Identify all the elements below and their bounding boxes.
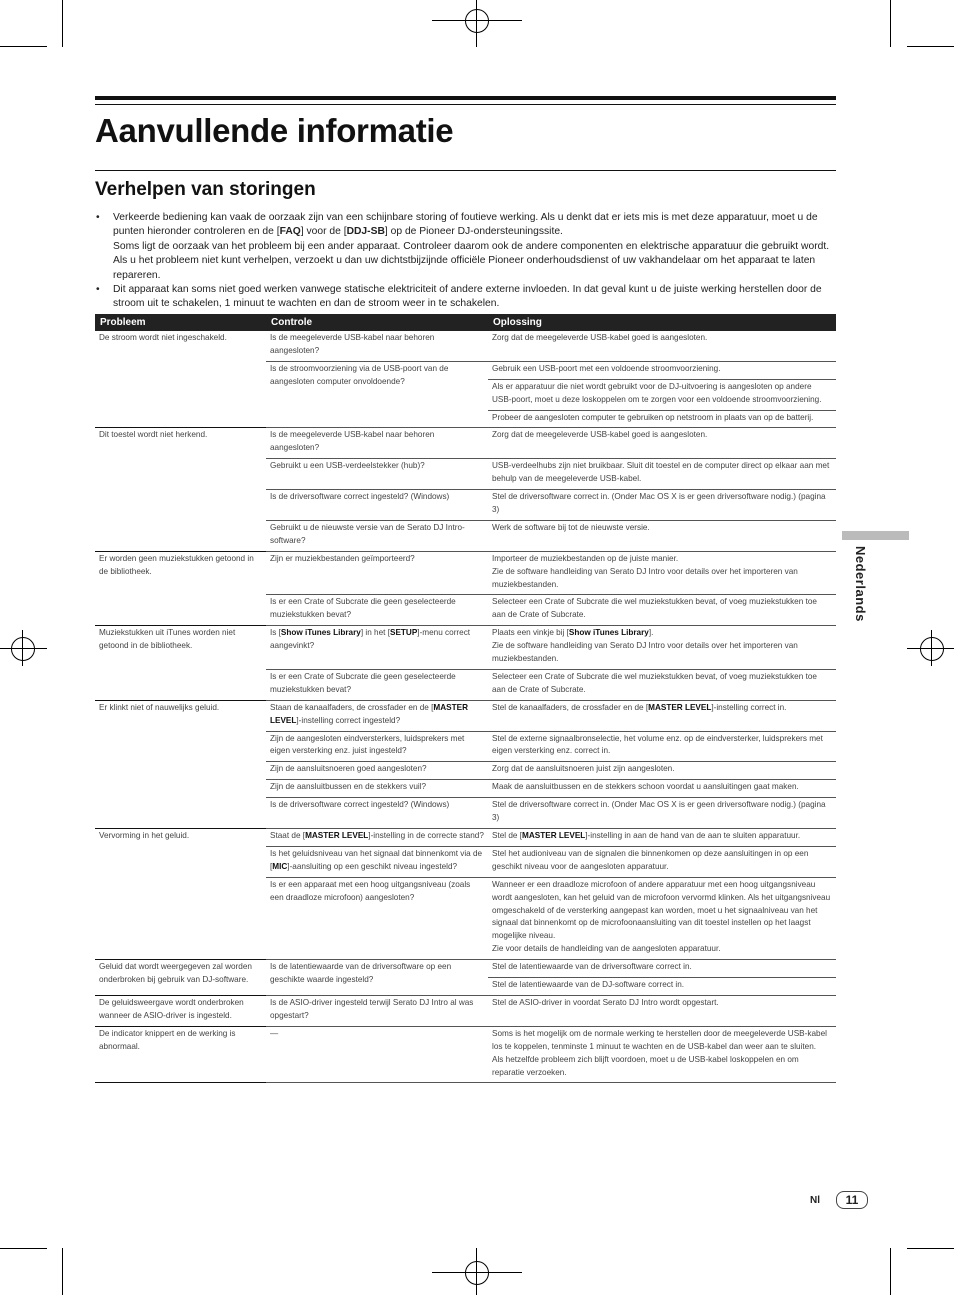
check-cell: Is [Show iTunes Library] in het [SETUP]-menu correct aangevinkt? <box>266 626 488 670</box>
header-rule <box>95 96 836 100</box>
solution-cell: Werk de software bij tot de nieuwste versie. <box>488 520 836 551</box>
crop-mark <box>0 1248 47 1249</box>
title-underline <box>95 170 836 171</box>
check-cell: Is er een apparaat met een hoog uitgangsniveau (zoals een draadloze microfoon) aangesloten? <box>266 877 488 959</box>
footer-language-code: Nl <box>810 1195 820 1206</box>
solution-cell: Stel de latentiewaarde van de DJ-software correct in. <box>488 978 836 996</box>
registration-mark <box>465 9 489 33</box>
check-cell: — <box>266 1026 488 1083</box>
registration-mark <box>11 637 35 661</box>
intro-paragraph: Soms ligt de oorzaak van het probleem bij een ander apparaat. Controleer daarom ook de andere componenten en elektrische apparatuur die gebruikt wordt. Als u het probleem niet kunt verhelpen, verzoekt u dan uw dichtstbijzijnde officiële Pioneer onderhoudsdienst of uw vakhandelaar om het apparaat te laten repareren. <box>113 240 830 281</box>
check-cell: Is de ASIO-driver ingesteld terwijl Serato DJ Intro al was opgestart? <box>266 995 488 1026</box>
intro-paragraph: • Dit apparaat kan soms niet goed werken vanwege statische elektriciteit of andere externe invloeden. In dat geval kunt u de juiste werking herstellen door de stroom uit te schakelen, 1 minuut te wachten en dan de stroom weer in te schakelen. <box>113 284 822 310</box>
solution-cell: Zorg dat de meegeleverde USB-kabel goed is aangesloten. <box>488 428 836 459</box>
problem-cell: De geluidsweergave wordt onderbroken wanneer de ASIO-driver is ingesteld. <box>95 995 266 1026</box>
table-row <box>95 700 836 731</box>
table-row <box>95 829 836 847</box>
solution-cell: Zorg dat de meegeleverde USB-kabel goed is aangesloten. <box>488 331 836 361</box>
check-cell: Gebruikt u de nieuwste versie van de Serato DJ Intro-software? <box>266 520 488 551</box>
solution-cell: Stel het audioniveau van de signalen die binnenkomen op deze aansluitingen in op een geschikt niveau voor de aangesloten apparatuur. <box>488 846 836 877</box>
solution-cell: Stel de externe signaalbronselectie, het volume enz. op de eindversterker, luidsprekers met eigen versterking enz. correct in. <box>488 731 836 762</box>
solution-cell: Soms is het mogelijk om de normale werking te herstellen door de meegeleverde USB-kabel los te koppelen, tenminste 1 minuut te wachten en de USB-kabel dan weer aan te sluiten. Als hetzelfde probleem zich blijft voordoen, moet u de USB-kabel loskoppelen en om reparatie verzoeken. <box>488 1026 836 1083</box>
solution-cell: Plaats een vinkje bij [Show iTunes Library]. Zie de software handleiding van Serato DJ Intro voor details over het importeren van muziekbestanden. <box>488 626 836 670</box>
solution-cell: Stel de driversoftware correct in. (Onder Mac OS X is er geen driversoftware nodig.) (pagina 3) <box>488 798 836 829</box>
column-header-problem: Probleem <box>95 314 266 331</box>
solution-cell: Maak de aansluitbussen en de stekkers schoon voordat u aansluitingen gaat maken. <box>488 780 836 798</box>
check-cell: Is er een Crate of Subcrate die geen geselecteerde muziekstukken bevat? <box>266 669 488 700</box>
check-cell: Is er een Crate of Subcrate die geen geselecteerde muziekstukken bevat? <box>266 595 488 626</box>
check-cell: Staat de [MASTER LEVEL]-instelling in de correcte stand? <box>266 829 488 847</box>
problem-cell: Er klinkt niet of nauwelijks geluid. <box>95 700 266 828</box>
check-cell: Is de driversoftware correct ingesteld? (Windows) <box>266 798 488 829</box>
problem-cell: Muziekstukken uit iTunes worden niet getoond in de bibliotheek. <box>95 626 266 701</box>
table-header-row <box>95 314 836 331</box>
troubleshooting-table <box>95 314 836 1083</box>
table-row <box>95 960 836 978</box>
language-tab-bar <box>842 531 909 540</box>
intro-list <box>95 211 837 312</box>
solution-cell: Importeer de muziekbestanden op de juiste manier. Zie de software handleiding van Serato DJ Intro voor details over het importeren van muziekbestanden. <box>488 551 836 595</box>
solution-cell: Stel de kanaalfaders, de crossfader en de [MASTER LEVEL]-instelling correct in. <box>488 700 836 731</box>
crop-mark <box>907 1248 954 1249</box>
solution-cell: Wanneer er een draadloze microfoon of andere apparatuur met een hoog uitgangsniveau wordt aangesloten, kan het geluid van de microfoon vervormd klinken. Als het uitgangsniveau omgeschakeld of de versterking aangepast kan worden, moet u het signaalniveau van het signaal dat binnenkomt op de microfoonaansluiting van dit toestel instellen op het laagst mogelijke niveau. Zie voor details de handleiding van de aangesloten apparatuur. <box>488 877 836 959</box>
intro-bullet <box>95 211 837 283</box>
check-cell: Zijn de aangesloten eindversterkers, luidsprekers met eigen versterking enz. juist ingesteld? <box>266 731 488 762</box>
problem-cell: Dit toestel wordt niet herkend. <box>95 428 266 551</box>
check-cell: Zijn er muziekbestanden geïmporteerd? <box>266 551 488 595</box>
language-tab-label: Nederlands <box>853 546 868 622</box>
problem-cell: Geluid dat wordt weergegeven zal worden onderbroken bij gebruik van DJ-software. <box>95 960 266 996</box>
crop-mark <box>890 1248 891 1295</box>
check-cell: Is de meegeleverde USB-kabel naar behoren aangesloten? <box>266 331 488 361</box>
crop-mark <box>0 46 47 47</box>
table-row <box>95 1026 836 1083</box>
crop-mark <box>890 0 891 47</box>
solution-cell: Als er apparatuur die niet wordt gebruikt voor de DJ-uitvoering is aangesloten op andere USB-poort, moet u deze loskoppelen om te zorgen voor een voldoende stroomvoorziening. <box>488 379 836 410</box>
check-cell: Zijn de aansluitsnoeren goed aangesloten? <box>266 762 488 780</box>
registration-mark <box>920 637 944 661</box>
check-cell: Is de meegeleverde USB-kabel naar behoren aangesloten? <box>266 428 488 459</box>
solution-cell: Gebruik een USB-poort met een voldoende stroomvoorziening. <box>488 361 836 379</box>
problem-cell: De stroom wordt niet ingeschakeld. <box>95 331 266 428</box>
table-row <box>95 551 836 595</box>
solution-cell: USB-verdeelhubs zijn niet bruikbaar. Sluit dit toestel en de computer direct op elkaar aan met behulp van de meegeleverde USB-kabel. <box>488 459 836 490</box>
check-cell: Gebruikt u een USB-verdeelstekker (hub)? <box>266 459 488 490</box>
header-rule <box>95 104 836 105</box>
check-cell: Is de driversoftware correct ingesteld? (Windows) <box>266 490 488 521</box>
solution-cell: Stel de [MASTER LEVEL]-instelling in aan de hand van de aan te sluiten apparatuur. <box>488 829 836 847</box>
check-cell: Is de stroomvoorziening via de USB-poort van de aangesloten computer onvoldoende? <box>266 361 488 428</box>
intro-bullet <box>95 283 837 312</box>
column-header-solution: Oplossing <box>488 314 836 331</box>
problem-cell: Vervorming in het geluid. <box>95 829 266 960</box>
check-cell: Staan de kanaalfaders, de crossfader en de [MASTER LEVEL]-instelling correct ingesteld? <box>266 700 488 731</box>
table-row <box>95 626 836 670</box>
solution-cell: Selecteer een Crate of Subcrate die wel muziekstukken bevat, of voeg muziekstukken toe aan de Crate of Subcrate. <box>488 595 836 626</box>
solution-cell: Stel de ASIO-driver in voordat Serato DJ Intro wordt opgestart. <box>488 995 836 1026</box>
page-title: Aanvullende informatie <box>95 112 454 149</box>
crop-mark <box>62 0 63 47</box>
page-number: 11 <box>836 1191 868 1209</box>
check-cell: Is het geluidsniveau van het signaal dat binnenkomt via de [MIC]-aansluiting op een geschikt niveau ingesteld? <box>266 846 488 877</box>
solution-cell: Probeer de aangesloten computer te gebruiken op netstroom in plaats van op de batterij. <box>488 410 836 428</box>
column-header-check: Controle <box>266 314 488 331</box>
table-row <box>95 331 836 361</box>
solution-cell: Zorg dat de aansluitsnoeren juist zijn aangesloten. <box>488 762 836 780</box>
check-cell: Is de latentiewaarde van de driversoftware op een geschikte waarde ingesteld? <box>266 960 488 996</box>
problem-cell: De indicator knippert en de werking is abnormaal. <box>95 1026 266 1083</box>
section-title: Verhelpen van storingen <box>95 179 316 200</box>
problem-cell: Er worden geen muziekstukken getoond in de bibliotheek. <box>95 551 266 626</box>
check-cell: Zijn de aansluitbussen en de stekkers vuil? <box>266 780 488 798</box>
crop-mark <box>907 46 954 47</box>
table-row <box>95 428 836 459</box>
crop-mark <box>62 1248 63 1295</box>
solution-cell: Stel de driversoftware correct in. (Onder Mac OS X is er geen driversoftware nodig.) (pagina 3) <box>488 490 836 521</box>
table-row <box>95 995 836 1026</box>
solution-cell: Stel de latentiewaarde van de driversoftware correct in. <box>488 960 836 978</box>
registration-mark <box>465 1261 489 1285</box>
solution-cell: Selecteer een Crate of Subcrate die wel muziekstukken bevat, of voeg muziekstukken toe aan de Crate of Subcrate. <box>488 669 836 700</box>
intro-paragraph: • Verkeerde bediening kan vaak de oorzaak zijn van een schijnbare storing of foutieve werking. Als u denkt dat er iets mis is met deze apparatuur, moet u de punten hieronder controleren en de [FAQ] voor de [DDJ-SB] op de Pioneer DJ-ondersteuningssite. <box>113 212 818 238</box>
